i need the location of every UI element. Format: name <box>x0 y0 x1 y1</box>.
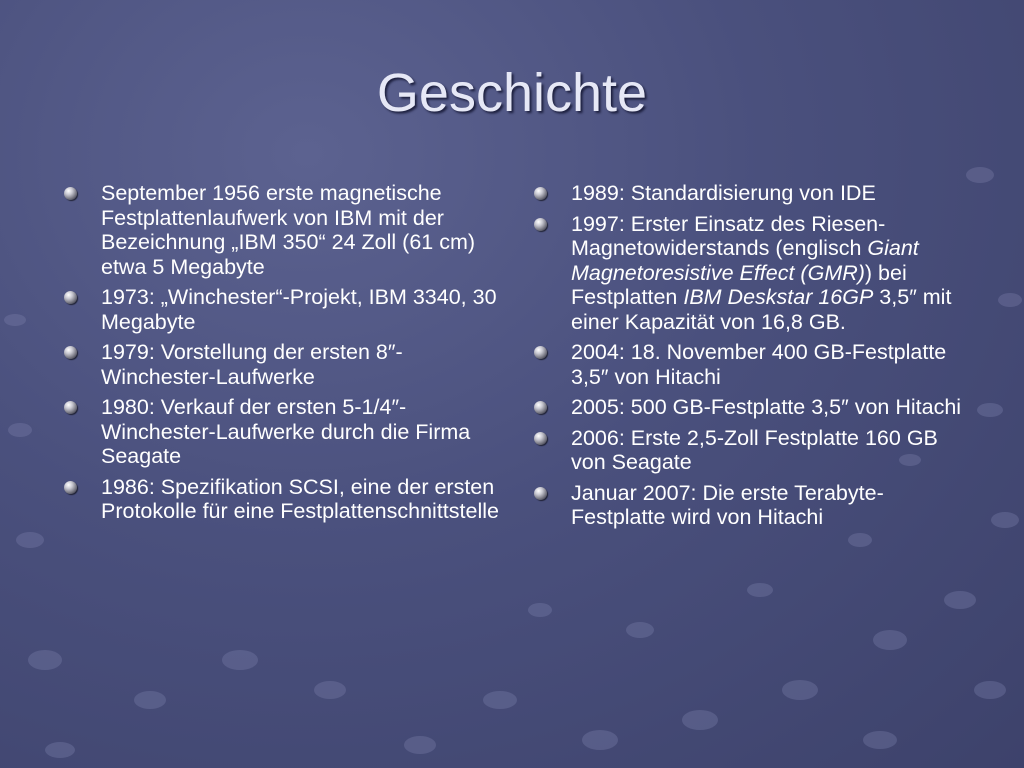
bullet-icon <box>534 487 547 500</box>
list-item-text: Januar 2007: Die erste Terabyte-Festplatte wird von Hitachi <box>571 480 884 529</box>
bullet-icon <box>534 346 547 359</box>
list-item <box>64 395 504 469</box>
italic-term: Giant Magnetoresistive Effect (GMR) <box>571 236 919 285</box>
bullet-icon <box>64 291 77 304</box>
italic-term: IBM Deskstar 16GP <box>683 285 874 309</box>
text-segment: ) bei Festplatten <box>571 260 907 309</box>
list-item-text: 1980: Verkauf der ersten 5-1/4″-Winchester-Laufwerke durch die Firma Seagate <box>101 395 471 468</box>
list-item-text: 2006: Erste 2,5-Zoll Festplatte 160 GB von Seagate <box>571 425 938 474</box>
bullet-icon <box>64 401 77 414</box>
left-bullet-list <box>64 181 504 530</box>
text-segment: 3,5″ mit einer Kapazität von 16,8 GB. <box>571 285 952 334</box>
list-item <box>64 475 504 524</box>
bullet-icon <box>64 346 77 359</box>
bullet-icon <box>534 218 547 231</box>
bullet-icon <box>534 432 547 445</box>
list-item <box>64 340 504 389</box>
text-segment: 1997: Erster Einsatz des Riesen-Magnetowiderstands (englisch <box>571 211 886 260</box>
bullet-icon <box>534 187 547 200</box>
bullet-icon <box>64 481 77 494</box>
list-item-text: 1973: „Winchester“-Projekt, IBM 3340, 30 Megabyte <box>101 285 497 334</box>
right-bullet-list <box>534 181 974 536</box>
list-item-text: 2004: 18. November 400 GB-Festplatte 3,5″ von Hitachi <box>571 340 947 389</box>
list-item <box>64 181 504 279</box>
list-item <box>534 481 974 530</box>
list-item <box>534 212 974 335</box>
bullet-icon <box>534 401 547 414</box>
list-item-text: 1979: Vorstellung der ersten 8″-Winchester-Laufwerke <box>101 340 403 389</box>
list-item-text: 2005: 500 GB-Festplatte 3,5″ von Hitachi <box>571 395 962 419</box>
list-item-text <box>571 212 951 334</box>
list-item-text: September 1956 erste magnetische Festplattenlaufwerk von IBM mit der Bezeichnung „IBM 350“ 24 Zoll (61 cm) etwa 5 Megabyte <box>101 181 476 279</box>
bullet-icon <box>64 187 77 200</box>
list-item-text: 1989: Standardisierung von IDE <box>571 181 876 205</box>
list-item <box>534 395 974 420</box>
slide-title: Geschichte <box>376 63 648 123</box>
list-item <box>534 340 974 389</box>
list-item-text: 1986: Spezifikation SCSI, eine der ersten Protokolle für eine Festplattenschnittstelle <box>101 474 499 523</box>
list-item <box>64 285 504 334</box>
list-item <box>534 181 974 206</box>
list-item <box>534 426 974 475</box>
